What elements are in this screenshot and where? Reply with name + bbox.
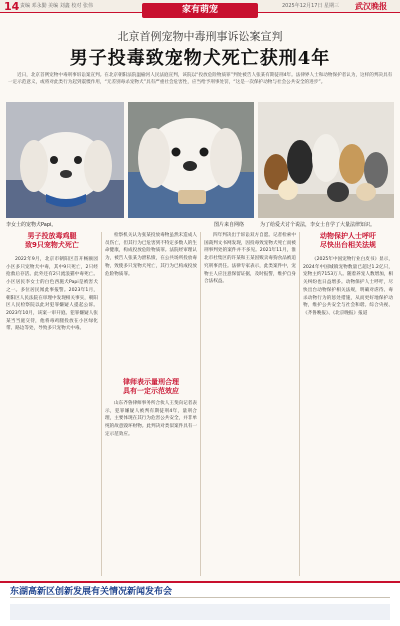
article-column-2-top — [105, 232, 197, 370]
left-photo-caption: 李女士的宠物犬Papi。 — [6, 222, 57, 228]
right-photo-caption: 为了给爱犬讨个说法，李女士自学了大量法律知识。 — [260, 222, 376, 228]
white-dog-closeup-illustration — [128, 102, 254, 218]
article-column-4 — [303, 256, 393, 576]
article-column-2-bottom — [105, 400, 197, 576]
article-kicker: 北京首例宠物中毒刑事诉讼案宣判 — [117, 30, 283, 43]
column-divider — [101, 232, 102, 576]
subheading-animal-protection — [303, 232, 393, 250]
bottom-divider — [10, 597, 390, 598]
paragraph: 《2025年中国宠物行业白皮书》显示，2024年中国城镇宠物数量已超过1.2亿只，宠物主约7153万人。随着养宠人数增加，相关纠纷也日益增多。动物保护人士呼吁，尽快出台动物保护相关法规，明确对虐待、毒杀动物行为的惩处措施，从而更好地保护动物，维护公共安全与社会和谐。综合央视、《齐鲁晚报》、《北京晚报》报道 — [303, 257, 393, 316]
paragraph: 2022年9月，北京市朝阳区首开畅颐园小区多只宠物犬中毒，其中9只死亡，2只经抢救后存活。此外还有2只流浪猫中毒死亡。小区居民李女士的白色西施犬Papi是被害犬之一。多位居民闻此事报警。2023年1月，朝阳区人民法院在审理中发现相关事实，朝阳区人民检察院以此对犯罪嫌疑人提起公诉。2023年10月，该案一审开庭。犯罪嫌疑人张某当当庭交待，他将毒鸡腿投放在小区绿化带、路边等处，导致多只宠物犬中毒。 — [6, 257, 98, 332]
article-column-1 — [6, 256, 98, 576]
subheading-text: 律师表示量刑合理 具有一定示范效应 — [123, 378, 179, 395]
bottom-content-strip — [10, 604, 390, 620]
bottom-banner-title: 东湖高新区创新发展有关情况新闻发布会 — [10, 587, 173, 597]
white-dog-illustration — [6, 102, 124, 218]
article-lede: 近日，北京首例宠物中毒刑事诉讼案宣判。在北京朝阳法院温榆河人民法庭宣判，该院以“投放危险物质罪”判处被告人张某有期徒刑4年。法律界人士和动物保护者认为，这样的判决具有一定示范意义，或将对此类行为起到震慑作用，“无差别毒杀宠物犬”具有严重社会危害性，应当给予刑事处罚，“这是一次保护动物与社会公共安全的进步”。 — [8, 73, 393, 85]
subheading-lawyer-comment — [105, 378, 197, 396]
center-dog-photo — [128, 102, 254, 218]
paragraph: 检察机关认为张某投放毒物虽然未造成人员伤亡，但其行为已危害到不特定多数人的生命健康，构成投放危险物质罪。法院经审理认为，被告人张某为泄私愤，在公共场所投放毒物，致使多只宠物犬死亡，其行为已构成投放危险物质罪。 — [105, 233, 197, 277]
group-of-dogs-illustration — [258, 102, 394, 218]
paragraph: 四年判决出于诉讼双方自愿。记者检索中国裁判文书网发现，因投毒致宠物犬死亡而被刑事判处的案件并不多见。2021年11月，淮北市杜集区的许某和王某因贩卖毒狗食品被追究刑事责任。法律专家表示，此类案件中，宠物主人应注意保留证据，及时报警，维护自身合法权益。 — [204, 233, 296, 285]
subheading-text: 动物保护人士呼吁 尽快出台相关法规 — [320, 232, 376, 249]
subheading-text: 男子投放毒鸡腿 致9只宠物犬死亡 — [25, 232, 79, 249]
section-title: 家有萌宠 — [142, 3, 258, 18]
newspaper-logo: 武汉晚报 — [355, 1, 387, 11]
subheading-poisoned-drumsticks — [6, 232, 98, 250]
left-dog-photo — [6, 102, 124, 218]
page-number: 14 — [4, 0, 20, 13]
article-headline: 男子投毒致宠物犬死亡获刑4年 — [69, 48, 331, 69]
column-divider — [200, 232, 201, 576]
right-dogs-photo — [258, 102, 394, 218]
center-photo-caption: 图片来自网络 — [214, 222, 245, 228]
article-column-3 — [204, 232, 296, 576]
column-divider — [299, 232, 300, 576]
editor-credits: 责编 邓永勤 美编 刘鑫 校对 张伟 — [20, 3, 93, 9]
paragraph: 山东齐鲁律师事务所合伙人王斐向记者表示，犯罪嫌疑人被判有期徒刑4年，量刑合理，主要体现在其行为危害公共安全，并非单纯的故意毁坏财物。此判决对类似案件具有一定示范效应。 — [105, 401, 197, 437]
issue-date: 2025年12月17日 星期三 — [282, 3, 340, 9]
